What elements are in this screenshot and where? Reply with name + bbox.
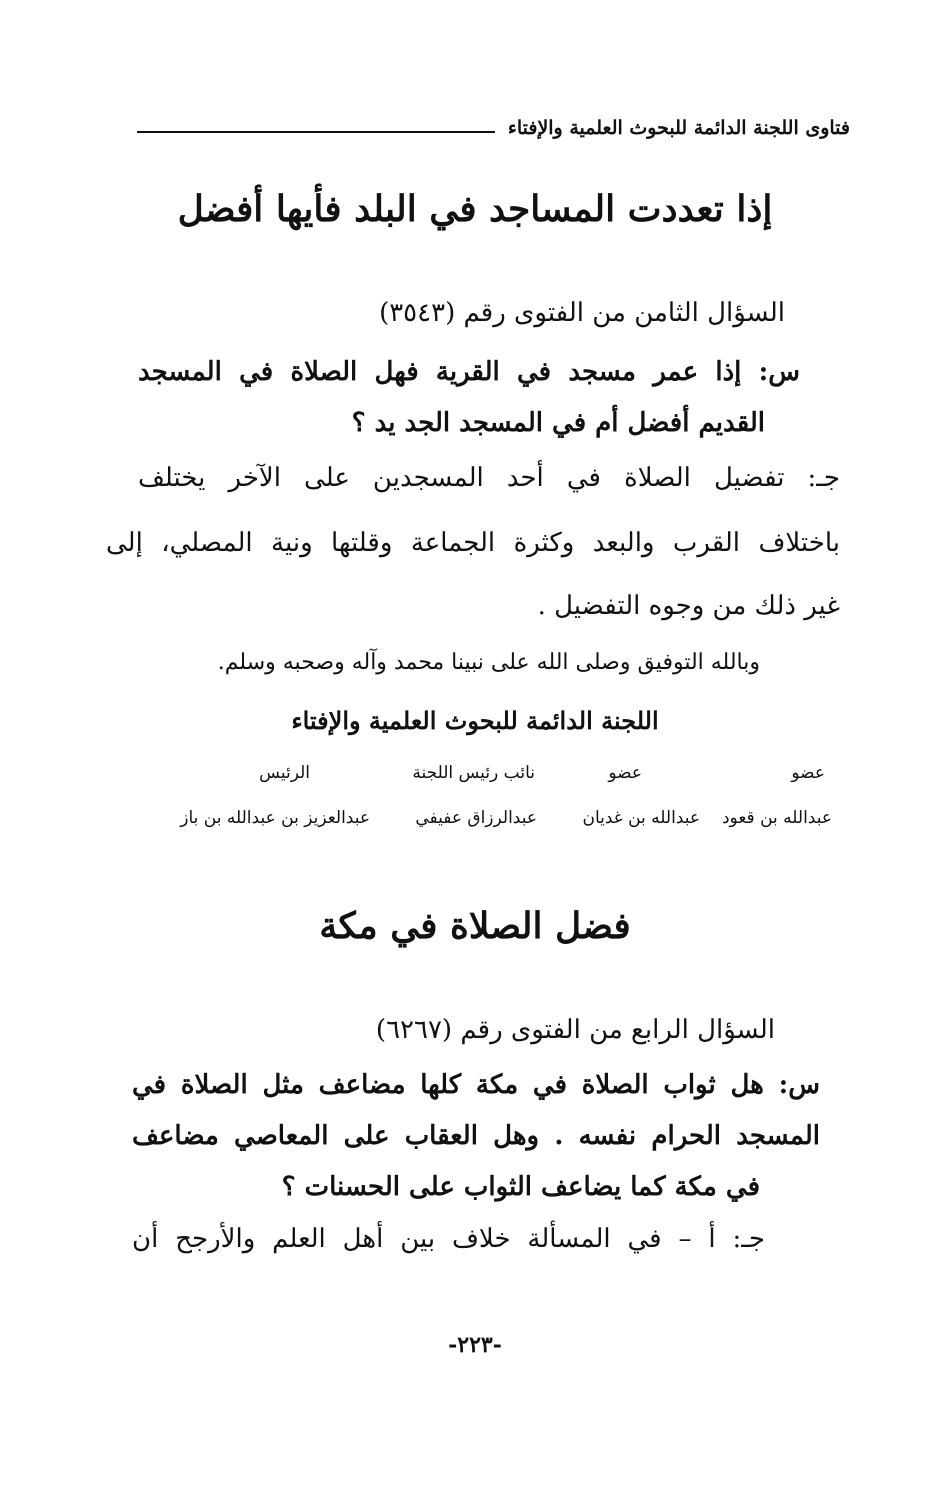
section1-question-number: السؤال الثامن من الفتوى رقم (٣٥٤٣)	[379, 298, 785, 328]
page-number: -٢٢٣-	[448, 1332, 502, 1358]
section2-question-line1: س: هل ثواب الصلاة في مكة كلها مضاعف مثل الصلاة في	[132, 1070, 820, 1100]
section2-title: فضل الصلاة في مكة	[319, 905, 631, 947]
section2-question-number: السؤال الرابع من الفتوى رقم (٦٢٦٧)	[375, 1015, 775, 1045]
section1-question-line2: القديم أفضل أم في المسجد الجد يد ؟	[351, 408, 765, 438]
section1-closing: وبالله التوفيق وصلى الله على نبينا محمد وآله وصحبه وسلم.	[217, 650, 760, 675]
header-rule	[137, 131, 495, 133]
role-member2: عضو	[608, 763, 642, 783]
section2-answer-line1: جـ: أ – في المسألة خلاف بين أهل العلم والأرجح أن	[132, 1224, 765, 1254]
committee-name: اللجنة الدائمة للبحوث العلمية والإفتاء	[291, 706, 659, 735]
section2-question-line2: المسجد الحرام نفسه . وهل العقاب على المعاصي مضاعف	[132, 1121, 820, 1151]
role-vice-president: نائب رئيس اللجنة	[412, 763, 535, 783]
running-title: فتاوى اللجنة الدائمة للبحوث العلمية والإفتاء	[507, 117, 850, 139]
section1-answer-line1: جـ: تفضيل الصلاة في أحد المسجدين على الآخر يختلف	[138, 463, 840, 493]
name-vice-president: عبدالرزاق عفيفي	[415, 808, 537, 828]
section1-title: إذا تعددت المساجد في البلد فأيها أفضل	[177, 188, 773, 230]
section1-question-line1: س: إذا عمر مسجد في القرية فهل الصلاة في المسجد	[138, 357, 800, 387]
section2-question-line3: في مكة كما يضاعف الثواب على الحسنات ؟	[281, 1172, 760, 1202]
role-president: الرئيس	[259, 763, 310, 783]
running-header	[137, 117, 850, 145]
name-member1: عبدالله بن قعود	[721, 808, 832, 828]
section1-answer-line3: غير ذلك من وجوه التفضيل .	[537, 591, 840, 621]
section1-answer-line2: باختلاف القرب والبعد وكثرة الجماعة وقلتها ونية المصلي، إلى	[106, 528, 840, 558]
name-president: عبدالعزيز بن عبدالله بن باز	[180, 808, 370, 828]
role-member1: عضو	[791, 763, 825, 783]
name-member2: عبدالله بن غديان	[582, 808, 700, 828]
